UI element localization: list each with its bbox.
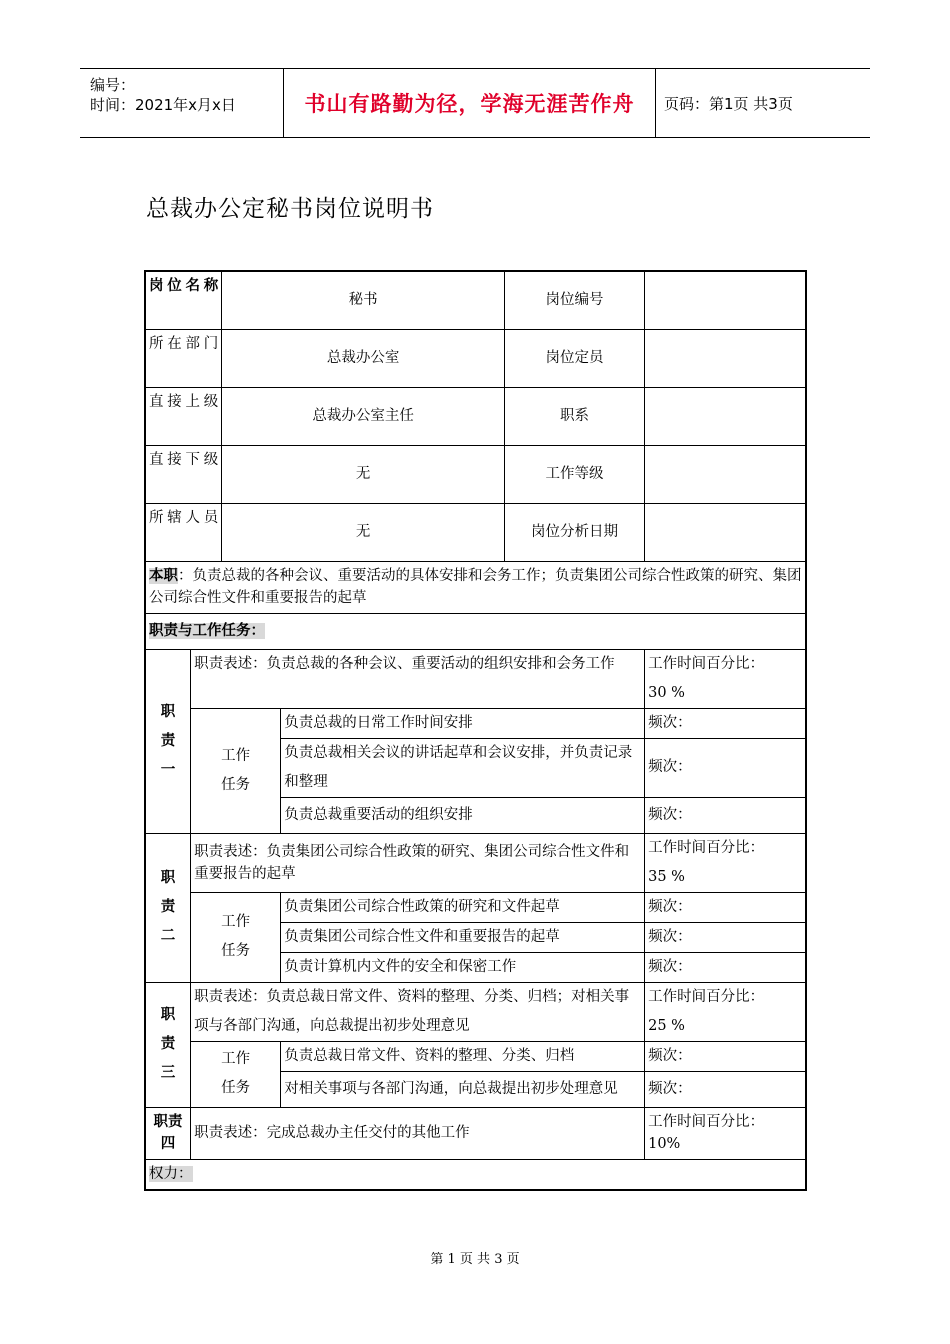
task-row: [145, 892, 806, 922]
duty-desc: 职责表述：负责总裁的各种会议、重要活动的组织安排和会务工作: [191, 649, 645, 708]
task-text: 负责总裁的日常工作时间安排: [281, 708, 645, 738]
header-page-info: 页码：第1页 共3页: [664, 94, 793, 113]
basic-label-2: 岗位定员: [504, 329, 644, 387]
task-text: 负责集团公司综合性文件和重要报告的起草: [281, 922, 645, 952]
basic-value-2: [645, 445, 806, 503]
duty-row: [145, 649, 806, 708]
duty-pct-value: 25 %: [648, 1017, 685, 1034]
basic-label: 所辖人员: [145, 503, 222, 561]
task-text: 负责计算机内文件的安全和保密工作: [281, 952, 645, 982]
task-label: 工作 任务: [191, 892, 281, 982]
task-text: 负责总裁重要活动的组织安排: [281, 797, 645, 833]
duty-pct: [645, 833, 806, 892]
code-label: 编号：: [90, 76, 136, 94]
basic-value: 无: [222, 445, 505, 503]
duty-row: [145, 982, 806, 1041]
basic-row: [145, 445, 806, 503]
duty-row: [145, 1107, 806, 1159]
task-label: 工作 任务: [191, 708, 281, 833]
duties-heading-row: [145, 613, 806, 649]
task-text: 负责集团公司综合性政策的研究和文件起草: [281, 892, 645, 922]
basic-label-2: 岗位编号: [504, 271, 644, 329]
duty-pct: [645, 1107, 806, 1159]
task-freq: 频次：: [645, 892, 806, 922]
duty-pct-label: 工作时间百分比：: [648, 1114, 765, 1130]
basic-label: 直接上级: [145, 387, 222, 445]
benzhi-cell: [145, 561, 806, 613]
duty-name: 职 责 三: [145, 982, 191, 1107]
task-freq: 频次：: [645, 952, 806, 982]
duties-heading: 职责与工作任务：: [149, 622, 265, 639]
basic-label-2: 职系: [504, 387, 644, 445]
duty-pct: [645, 649, 806, 708]
task-text: 对相关事项与各部门沟通，向总裁提出初步处理意见: [281, 1071, 645, 1107]
task-freq: 频次：: [645, 922, 806, 952]
duty-row: [145, 833, 806, 892]
basic-label-2: 工作等级: [504, 445, 644, 503]
task-row: [145, 708, 806, 738]
benzhi-row: [145, 561, 806, 613]
task-text: 负责总裁日常文件、资料的整理、分类、归档: [281, 1041, 645, 1071]
header-meta: [90, 75, 236, 115]
duty-pct-value: 30 %: [648, 684, 685, 701]
duty-pct-value: 35 %: [648, 868, 685, 885]
task-freq: 频次：: [645, 708, 806, 738]
duty-desc: 职责表述：负责总裁日常文件、资料的整理、分类、归档；对相关事项与各部门沟通，向总裁提出初步处理意见: [191, 982, 645, 1041]
basic-value: 无: [222, 503, 505, 561]
basic-row: [145, 387, 806, 445]
duty-desc: 职责表述：完成总裁办主任交付的其他工作: [191, 1107, 645, 1159]
basic-value-2: [645, 329, 806, 387]
task-freq: 频次：: [645, 1041, 806, 1071]
authority-row: [145, 1159, 806, 1190]
task-text: 负责总裁相关会议的讲话起草和会议安排，并负责记录和整理: [281, 738, 645, 797]
basic-label: 直接下级: [145, 445, 222, 503]
duty-desc: 职责表述：负责集团公司综合性政策的研究、集团公司综合性文件和重要报告的起草: [191, 833, 645, 892]
basic-value: 总裁办公室主任: [222, 387, 505, 445]
task-freq: 频次：: [645, 738, 806, 797]
benzhi-label: 本职: [149, 568, 178, 584]
basic-label: 岗位名称: [145, 271, 222, 329]
authority-cell: [145, 1159, 806, 1190]
basic-value-2: [645, 387, 806, 445]
page-header: [80, 68, 870, 138]
duty-name: 职 责 二: [145, 833, 191, 982]
duty-pct-label: 工作时间百分比：: [648, 655, 765, 672]
duty-pct-value: 10%: [648, 1136, 681, 1152]
basic-value-2: [645, 271, 806, 329]
basic-value: 秘书: [222, 271, 505, 329]
task-label: 工作 任务: [191, 1041, 281, 1107]
basic-value-2: [645, 503, 806, 561]
basic-label: 所在部门: [145, 329, 222, 387]
document-title: 总裁办公定秘书岗位说明书: [146, 196, 434, 222]
duty-pct-label: 工作时间百分比：: [648, 839, 765, 856]
task-row: [145, 1041, 806, 1071]
duties-heading-cell: [145, 613, 806, 649]
task-freq: 频次：: [645, 1071, 806, 1107]
benzhi-text: ：负责总裁的各种会议、重要活动的具体安排和会务工作；负责集团公司综合性政策的研究、集团公司综合性文件和重要报告的起草: [149, 568, 802, 606]
basic-value: 总裁办公室: [222, 329, 505, 387]
duty-name: 职 责 一: [145, 649, 191, 833]
header-motto: 书山有路勤为径，学海无涯苦作舟: [283, 69, 656, 137]
task-freq: 频次：: [645, 797, 806, 833]
basic-row: [145, 329, 806, 387]
authority-label: 权力：: [149, 1165, 193, 1182]
basic-label-2: 岗位分析日期: [504, 503, 644, 561]
basic-row: [145, 503, 806, 561]
time-label: 时间：2021年x月x日: [90, 96, 236, 114]
page-footer: 第 1 页 共 3 页: [430, 1252, 520, 1267]
duty-pct-label: 工作时间百分比：: [648, 988, 765, 1005]
duty-pct: [645, 982, 806, 1041]
basic-row: [145, 271, 806, 329]
job-description-table: [144, 270, 807, 1191]
duty-name: 职责 四: [145, 1107, 191, 1159]
